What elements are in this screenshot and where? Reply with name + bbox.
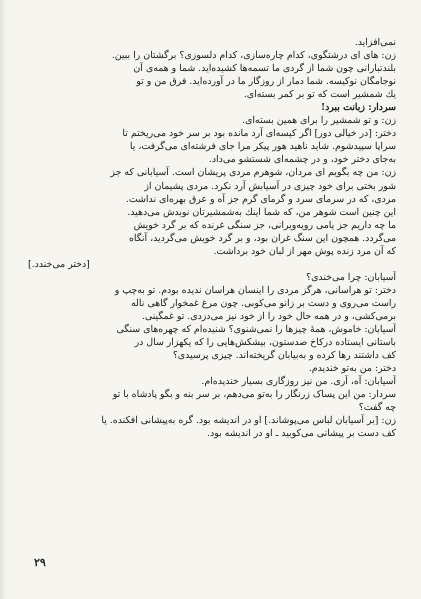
text-line: برمی‌کشی، و در همه حال خود را از خود نیز می‌دزدی. تو غمگینی.: [141, 310, 396, 322]
text-line: نمی‌افزاید.: [354, 37, 396, 48]
text-line: راست می‌روی و دست بر زانو می‌کوبی. چون مرغ غمخوار گاهی ناله: [131, 297, 396, 309]
text-line: زن: من چه بگویم ای مردان، شوهرم مردی پریشان است. آسیابانی که جز: [110, 167, 396, 179]
text-line: می‌گردد. همچون این سنگ غران بود، و بر گرد خویش می‌گردید، آنگاه: [128, 232, 396, 244]
text-line: آسیابان: خاموش، همهٔ چیزها را نمی‌شنوی؟ شنیده‌ام که چهره‌های سنگی: [116, 324, 396, 336]
text-line: نوجامگان نوکیسه. شما دمار از روزگار ما در آورده‌اید. فرق من و تو: [136, 76, 396, 88]
text-line: کف دست بر پیشانی می‌کوبید ـ او در اندیشه بود.: [207, 428, 396, 440]
text-line: به‌جای دختر خود، و در چشمه‌ای شستشو می‌داد.: [208, 154, 396, 166]
text-line: سردار: زبانت ببرد!: [320, 102, 396, 114]
text-line: کف داشتند رها کرده و به‌بیابان گریخته‌اند. چیزی پرسیدی؟: [172, 350, 396, 362]
play-text: [28, 36, 396, 440]
text-line: مردی، که در سرمای سرد و گرمای گرم جز آه و عرق بهره‌ای نداشت.: [125, 193, 396, 205]
text-line: باستانی ایستاده درکاخ صدستون، بیشکش‌هایی را که یکهزار سال در: [134, 337, 396, 349]
text-line: شور بختی برای خود چیزی در آسیابش آرد نکرد. مردی پشیمان از: [144, 180, 396, 192]
text-line: که آن مرد زنده پوش مهر از لبان خود برداشت.: [213, 245, 396, 257]
text-line: بلندتبارانی چون شما از گردی ما تسمه‌ها کشیده‌اید. شما و همه‌ی آن: [133, 63, 396, 75]
page-edge-shadow: [0, 0, 6, 599]
text-line: سراپا سپیدشوم. شاید ناهید هور پیکر مرا جای فرشته‌ای می‌گرفت، یا: [129, 141, 396, 153]
stage-direction: [دختر می‌خندد.]: [28, 258, 90, 270]
text-line: زن: و تو شمشیر را برای همین بسته‌ای.: [242, 115, 396, 127]
text-line: زن: [بر آسیابان لباس می‌پوشاند.] او در اندیشه بود. گره به‌پیشانی افکنده. یا: [101, 415, 396, 427]
text-line: سردار: من این پساک زرنگار را به‌تو می‌دهم، بر سر بنه و بگو پادشاه با تو: [112, 389, 396, 401]
text-line: دختر: تو هراسانی، هرگز مردی را اینسان هراسان ندیده بودم. تو به‌چپ و: [114, 284, 396, 296]
text-line: یك شمشیر است که تو بر کمر بسته‌ای.: [243, 89, 396, 101]
text-line: ما چه داریم جز یامی رویه‌ویرانی، جز سنگی غرنده که بر گرد خویش: [133, 219, 396, 231]
text-line: دختر: [در خیالی دور] اگر کیسه‌ای آرد مانده بود بر سر خود می‌ریختم تا: [122, 128, 396, 140]
text-line: زن: های ای درشتگوی، کدام چاره‌سازی، کدام دلسوزی؟ برگشتان را ببین.: [111, 50, 396, 62]
text-line: این چنین است شوهر من، که شما اینك به‌شمشیرتان نوبدش می‌دهید.: [127, 206, 396, 218]
page-number: ۲۹: [34, 556, 46, 569]
text-line: آسیابان: آه، آری. من نیز روزگاری بسیار خندیده‌ام.: [201, 376, 396, 388]
text-line: چه گفت؟: [358, 402, 396, 414]
text-line: دختر: من به‌تو خندیدم.: [308, 363, 396, 375]
text-line: آسیابان: چرا می‌خندی؟: [306, 271, 396, 283]
